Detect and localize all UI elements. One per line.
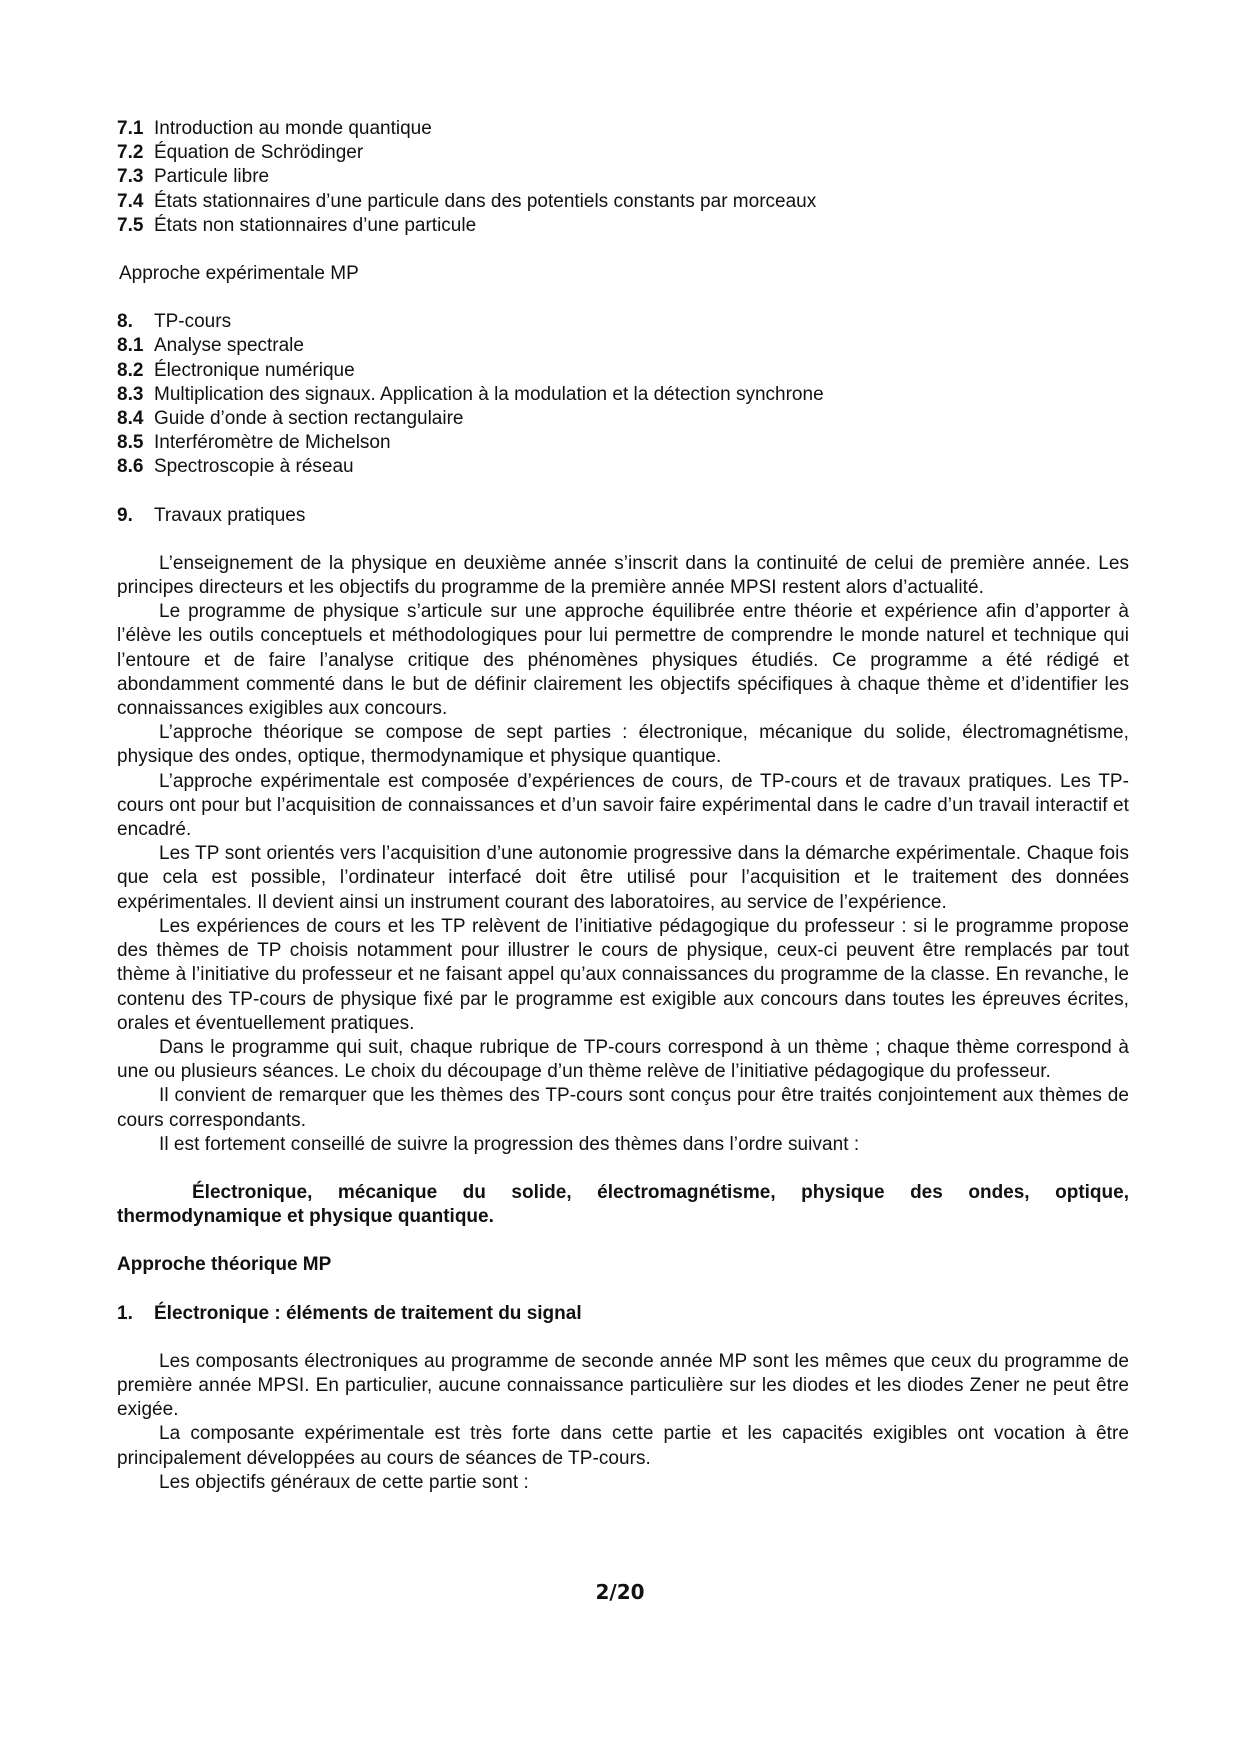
paragraph: L’enseignement de la physique en deuxième année s’inscrit dans la continuité de celui de première année. Les principes directeurs et les objectifs du programme de la première année MPSI restent alors d’actualité. — [117, 552, 1129, 599]
paragraph: Il convient de remarquer que les thèmes des TP-cours sont conçus pour être traités conjointement aux thèmes de cours correspondants. — [117, 1085, 1129, 1131]
toc-item — [117, 165, 1129, 189]
toc-number: 7.2 — [117, 142, 144, 164]
intro-text — [117, 552, 1129, 1157]
toc-item — [117, 214, 1129, 238]
toc-item — [117, 431, 1129, 455]
toc-item — [117, 407, 1129, 431]
page-number: 2/20 — [595, 1580, 645, 1604]
toc-number: 8.6 — [117, 456, 144, 478]
section1-text — [117, 1350, 1129, 1495]
paragraph: L’approche théorique se compose de sept parties : électronique, mécanique du solide, électromagnétisme, physique des ondes, optique, thermodynamique et physique quantique. — [117, 722, 1129, 768]
toc-item — [117, 310, 1129, 334]
toc-item — [117, 359, 1129, 383]
progression-statement: Électronique, mécanique du solide, électromagnétisme, physique des ondes, optique, thermodynamique et physique quantique. — [117, 1181, 1129, 1228]
toc-number: 7.3 — [117, 166, 144, 188]
toc-number: 8.1 — [117, 335, 144, 357]
toc-number: 8.3 — [117, 383, 144, 405]
paragraph: Les TP sont orientés vers l’acquisition d’une autonomie progressive dans la démarche expérimentale. Chaque fois que cela est possible, l’ordinateur interfacé doit être utilisé pour l’acquisition et le traitement des données expérimentales. Il devient ainsi un instrument courant des laboratoires, au service de l’expérience. — [117, 843, 1129, 913]
document-page — [117, 117, 1129, 1495]
toc-item — [117, 334, 1129, 358]
toc-label: Équation de Schrödinger — [154, 142, 364, 164]
paragraph: La composante expérimentale est très forte dans cette partie et les capacités exigibles ont vocation à être principalement développées au cours de séances de TP-cours. — [117, 1423, 1129, 1469]
toc-number: 8.2 — [117, 359, 144, 381]
paragraph: Les objectifs généraux de cette partie sont : — [159, 1471, 529, 1493]
toc-number: 9. — [117, 504, 133, 526]
section-heading-experimental: Approche expérimentale MP — [119, 263, 359, 285]
toc-label: Interféromètre de Michelson — [154, 432, 391, 454]
paragraph: Il est fortement conseillé de suivre la progression des thèmes dans l’ordre suivant : — [159, 1133, 860, 1155]
toc-quantum — [117, 117, 1129, 238]
toc-label: Électronique numérique — [154, 359, 355, 381]
toc-label: Travaux pratiques — [154, 504, 306, 526]
toc-number: 7.4 — [117, 190, 144, 212]
toc-label: TP-cours — [154, 311, 232, 333]
toc-number: 8. — [117, 311, 133, 333]
paragraph: Les expériences de cours et les TP relèvent de l’initiative pédagogique du professeur : si le programme propose des thèmes de TP choisis notamment pour illustrer le cours de physique, ceux-ci peuvent être remplacés par tout thème à l’initiative du professeur et ne faisant appel qu’aux connaissances du programme de la classe. En revanche, le contenu des TP-cours de physique fixé par le programme est exigible aux concours dans toutes les épreuves écrites, orales et éventuellement pratiques. — [117, 915, 1129, 1034]
section-number: 1. — [117, 1302, 133, 1324]
toc-label: Analyse spectrale — [154, 335, 304, 357]
paragraph: L’approche expérimentale est composée d’expériences de cours, de TP-cours et de travaux pratiques. Les TP-cours ont pour but l’acquisition de connaissances et d’un savoir faire expérimental dans le cadre d’un travail interactif et encadré. — [117, 770, 1129, 841]
toc-label: États non stationnaires d’une particule — [154, 214, 477, 236]
toc-number: 7.5 — [117, 214, 144, 236]
toc-item — [117, 190, 1129, 214]
toc-item — [117, 455, 1129, 479]
toc-item — [117, 117, 1129, 141]
toc-number: 8.5 — [117, 432, 144, 454]
paragraph: Les composants électroniques au programme de seconde année MP sont les mêmes que ceux du programme de première année MPSI. En particulier, aucune connaissance particulière sur les diodes et les diodes Zener ne peut être exigée. — [117, 1350, 1129, 1421]
toc-item-travaux — [117, 504, 1129, 528]
section-heading-theoretical: Approche théorique MP — [117, 1254, 332, 1276]
toc-label: États stationnaires d’une particule dans des potentiels constants par morceaux — [154, 190, 817, 212]
toc-number: 7.1 — [117, 118, 144, 139]
paragraph: Dans le programme qui suit, chaque rubrique de TP-cours correspond à un thème ; chaque thème correspond à une ou plusieurs séances. Le choix du découpage d’un thème relève de l’initiative pédagogique du professeur. — [117, 1036, 1129, 1083]
paragraph: Le programme de physique s’articule sur une approche équilibrée entre théorie et expérience afin d’apporter à l’élève les outils conceptuels et méthodologiques pour lui permettre de comprendre le monde naturel et technique qui l’entoure et de faire l’analyse critique des phénomènes physiques étudiés. Ce programme a été rédigé et abondamment commenté dans le but de définir clairement les objectifs spécifiques à chaque thème et d’identifier les connaissances exigibles aux concours. — [117, 601, 1129, 720]
toc-number: 8.4 — [117, 408, 144, 430]
toc-tp — [117, 310, 1129, 479]
toc-label: Multiplication des signaux. Application à la modulation et la détection synchrone — [154, 383, 824, 405]
toc-label: Guide d’onde à section rectangulaire — [154, 408, 464, 430]
toc-label: Spectroscopie à réseau — [154, 456, 354, 478]
section-title: Électronique : éléments de traitement du signal — [154, 1302, 582, 1324]
section-heading-electronique — [117, 1302, 1129, 1326]
toc-item — [117, 141, 1129, 165]
toc-item — [117, 383, 1129, 407]
toc-label: Introduction au monde quantique — [154, 118, 432, 139]
toc-label: Particule libre — [154, 166, 270, 188]
